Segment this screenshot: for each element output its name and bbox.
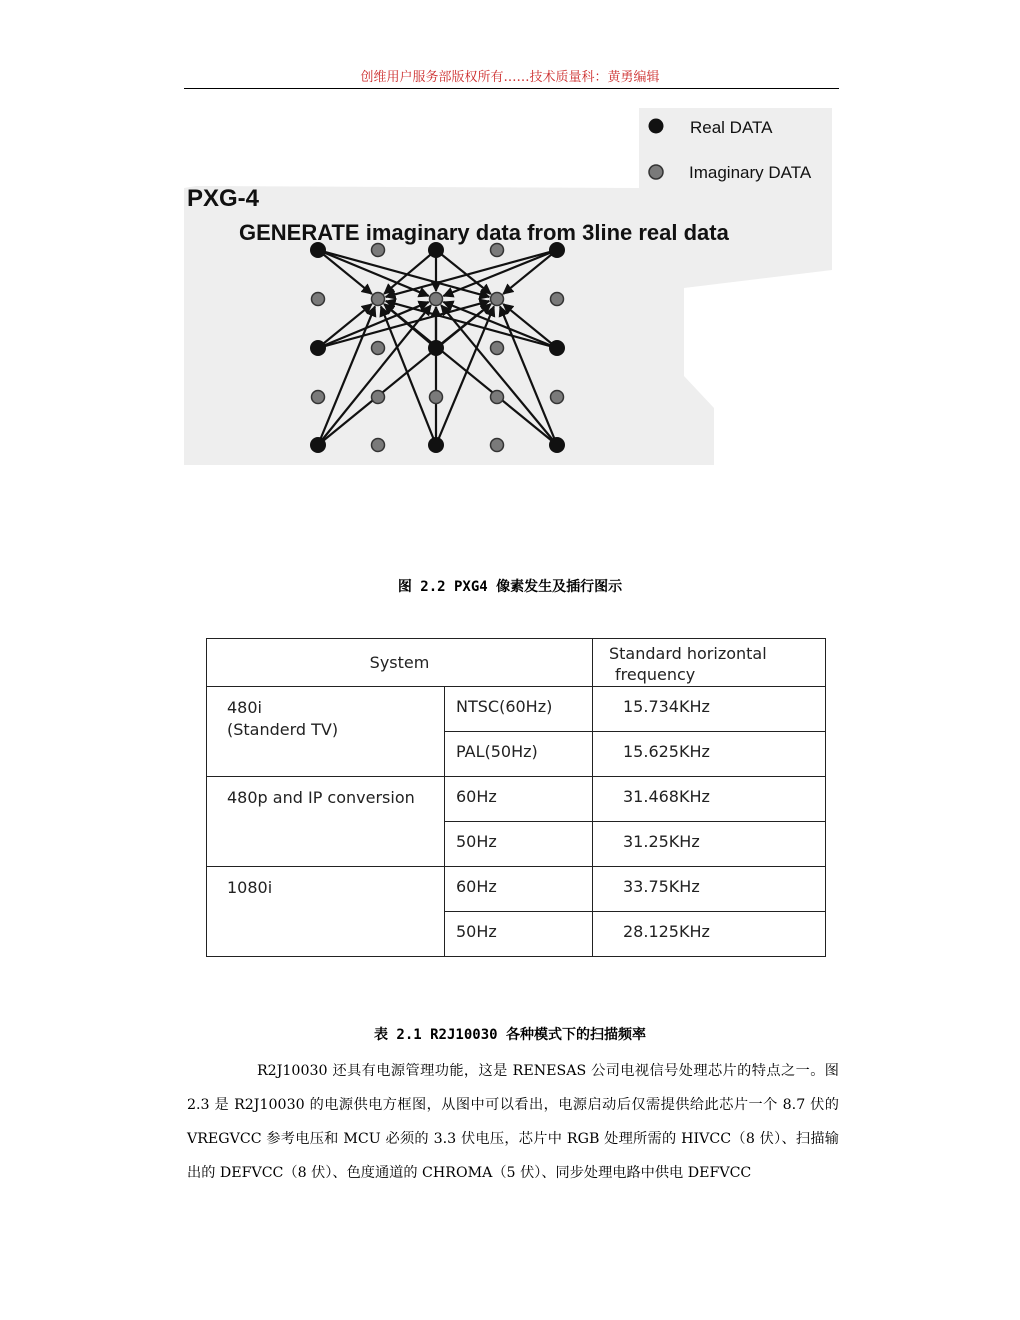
header-frequency — [593, 639, 826, 687]
frequency-cell — [593, 867, 826, 912]
real-data-dot — [428, 340, 444, 356]
frequency-cell — [593, 777, 826, 822]
system-label: 480i — [227, 698, 262, 717]
figure-subtitle: GENERATE imaginary data from 3line real data — [239, 220, 729, 245]
imaginary-data-dot — [372, 342, 385, 355]
figure-caption: 图 2.2 PXG4 像素发生及插行图示 — [397, 579, 623, 595]
mode-label: NTSC(60Hz) — [456, 697, 553, 716]
imaginary-data-dot — [430, 391, 443, 404]
mode-label: 60Hz — [456, 787, 497, 806]
figure-background — [184, 108, 832, 465]
imaginary-data-dot — [491, 439, 504, 452]
imaginary-data-dot — [312, 391, 325, 404]
scan-frequency-table — [206, 638, 826, 957]
imaginary-data-dot — [491, 244, 504, 257]
real-data-dot — [310, 437, 326, 453]
legend-real-label: Real DATA — [690, 118, 773, 137]
frequency-value: 33.75KHz — [623, 877, 700, 896]
frequency-cell — [593, 822, 826, 867]
mode-label: PAL(50Hz) — [456, 742, 538, 761]
imaginary-data-dot — [491, 342, 504, 355]
system-sublabel: (Standerd TV) — [227, 720, 339, 739]
table-header-row — [207, 639, 826, 687]
frequency-cell — [593, 912, 826, 957]
frequency-value: 15.734KHz — [623, 697, 710, 716]
real-data-dot — [310, 340, 326, 356]
page-header: 创维用户服务部版权所有……技术质量科：黄勇编辑 — [360, 70, 660, 85]
legend-real-marker — [649, 119, 664, 134]
header-system-label: System — [369, 653, 430, 672]
frequency-value: 31.468KHz — [623, 787, 710, 806]
mode-cell — [445, 777, 593, 822]
table-row — [207, 867, 826, 912]
system-cell — [207, 687, 445, 777]
frequency-value: 15.625KHz — [623, 742, 710, 761]
header-frequency-line1: Standard horizontal — [609, 643, 767, 663]
system-label: 480p and IP conversion — [227, 788, 415, 807]
imaginary-data-dot — [491, 293, 504, 306]
imaginary-data-dot — [551, 293, 564, 306]
header-system — [207, 639, 593, 687]
real-data-dot — [428, 437, 444, 453]
imaginary-data-dot — [372, 244, 385, 257]
mode-label: 60Hz — [456, 877, 497, 896]
system-label: 1080i — [227, 878, 273, 897]
table-row — [207, 687, 826, 732]
frequency-cell — [593, 687, 826, 732]
mode-label: 50Hz — [456, 922, 497, 941]
frequency-value: 31.25KHz — [623, 832, 700, 851]
table-caption: 表 2.1 R2J10030 各种模式下的扫描频率 — [373, 1027, 646, 1043]
imaginary-data-dot — [430, 293, 443, 306]
frequency-value: 28.125KHz — [623, 922, 710, 941]
header-divider — [184, 88, 839, 89]
legend-imaginary-label: Imaginary DATA — [689, 163, 812, 182]
imaginary-data-dot — [491, 391, 504, 404]
table-row — [207, 777, 826, 822]
system-cell — [207, 777, 445, 867]
mode-cell — [445, 732, 593, 777]
imaginary-data-dot — [372, 439, 385, 452]
pxg4-figure — [184, 108, 832, 465]
mode-label: 50Hz — [456, 832, 497, 851]
header-frequency-line2: frequency — [615, 664, 696, 684]
imaginary-data-dot — [372, 293, 385, 306]
legend-imaginary-marker — [649, 165, 663, 179]
system-cell — [207, 867, 445, 957]
imaginary-data-dot — [551, 391, 564, 404]
frequency-cell — [593, 732, 826, 777]
real-data-dot — [549, 340, 565, 356]
mode-cell — [445, 822, 593, 867]
mode-cell — [445, 867, 593, 912]
mode-cell — [445, 687, 593, 732]
imaginary-data-dot — [312, 293, 325, 306]
real-data-dot — [549, 437, 565, 453]
mode-cell — [445, 912, 593, 957]
figure-title: PXG-4 — [187, 185, 260, 212]
imaginary-data-dot — [372, 391, 385, 404]
body-paragraph: R2J10030 还具有电源管理功能，这是 RENESAS 公司电视信号处理芯片的特点之一。图 2.3 是 R2J10030 的电源供电方框图，从图中可以看出，电源启动后仅需提供给此芯片一个 8.7 伏的 VREGVCC 参考电压和 MCU 必须的 3.3 伏电压，芯片中 RGB 处理所需的 HIVCC（8 伏）、扫描输出的 DEFVCC（8 伏）、色度通道的 CHROMA（5 伏）、同步处理电路中供电 DEFVCC — [187, 1063, 839, 1181]
body-text — [187, 1054, 839, 1190]
